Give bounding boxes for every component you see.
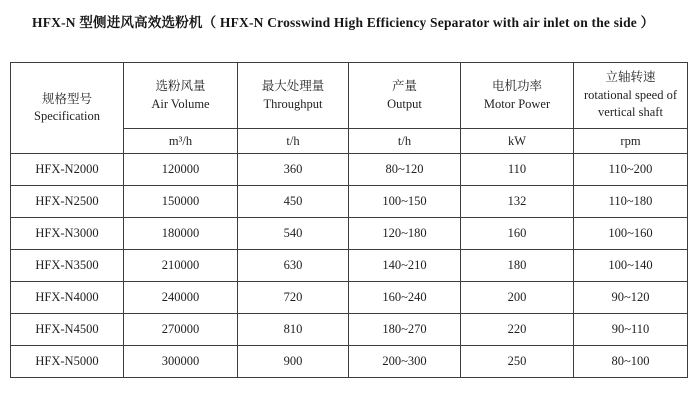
value-cell: 100~140 [574, 250, 688, 282]
value-cell: 120000 [124, 154, 238, 186]
value-cell: 240000 [124, 282, 238, 314]
col-header-en: rotational speed of vertical shaft [583, 87, 678, 120]
col-header-cn: 规格型号 [41, 91, 92, 106]
model-cell: HFX-N3000 [11, 218, 124, 250]
col-header-throughput [238, 63, 349, 129]
model-cell: HFX-N2000 [11, 154, 124, 186]
value-cell: 810 [238, 314, 349, 346]
table-row [11, 314, 688, 346]
value-cell: 140~210 [349, 250, 461, 282]
page-title: HFX-N 型侧进风高效选粉机（ HFX-N Crosswind High Efficiency Separator with air inlet on the side ） [32, 15, 655, 30]
value-cell: 300000 [124, 346, 238, 378]
unit-cell-rotational-speed: rpm [574, 129, 688, 154]
value-cell: 540 [238, 218, 349, 250]
value-cell: 210000 [124, 250, 238, 282]
value-cell: 220 [461, 314, 574, 346]
table-header [11, 63, 688, 154]
header-row-labels [11, 63, 688, 129]
value-cell: 720 [238, 282, 349, 314]
model-cell: HFX-N3500 [11, 250, 124, 282]
unit-cell-air-volume: m³/h [124, 129, 238, 154]
value-cell: 900 [238, 346, 349, 378]
value-cell: 90~110 [574, 314, 688, 346]
value-cell: 120~180 [349, 218, 461, 250]
value-cell: 90~120 [574, 282, 688, 314]
col-header-en: Motor Power [483, 96, 551, 111]
value-cell: 150000 [124, 186, 238, 218]
model-cell: HFX-N4000 [11, 282, 124, 314]
col-header-cn: 选粉风量 [155, 79, 206, 93]
value-cell: 110~180 [574, 186, 688, 218]
value-cell: 180 [461, 250, 574, 282]
col-header-cn: 产量 [391, 79, 417, 93]
value-cell: 630 [238, 250, 349, 282]
value-cell: 80~120 [349, 154, 461, 186]
col-header-cn: 最大处理量 [261, 79, 325, 93]
col-header-motor-power [461, 63, 574, 129]
value-cell: 160 [461, 218, 574, 250]
unit-cell-motor-power: kW [461, 129, 574, 154]
table-body [11, 154, 688, 378]
col-header-air-volume [124, 63, 238, 129]
specification-table [10, 62, 688, 378]
model-cell: HFX-N5000 [11, 346, 124, 378]
value-cell: 110 [461, 154, 574, 186]
value-cell: 80~100 [574, 346, 688, 378]
table-row [11, 346, 688, 378]
value-cell: 200 [461, 282, 574, 314]
unit-cell-throughput: t/h [238, 129, 349, 154]
value-cell: 160~240 [349, 282, 461, 314]
col-header-cn: 电机功率 [491, 79, 542, 93]
value-cell: 100~150 [349, 186, 461, 218]
value-cell: 100~160 [574, 218, 688, 250]
value-cell: 110~200 [574, 154, 688, 186]
col-header-en: Specification [34, 109, 100, 123]
table-row [11, 250, 688, 282]
value-cell: 270000 [124, 314, 238, 346]
value-cell: 180~270 [349, 314, 461, 346]
value-cell: 360 [238, 154, 349, 186]
col-header-en: Output [387, 96, 422, 111]
table-row [11, 186, 688, 218]
col-header-en: Air Volume [151, 96, 210, 111]
col-header-en: Throughput [263, 96, 323, 111]
value-cell: 250 [461, 346, 574, 378]
table-row [11, 282, 688, 314]
unit-cell-output: t/h [349, 129, 461, 154]
col-header-output [349, 63, 461, 129]
value-cell: 450 [238, 186, 349, 218]
table-row [11, 154, 688, 186]
model-cell: HFX-N4500 [11, 314, 124, 346]
value-cell: 200~300 [349, 346, 461, 378]
value-cell: 180000 [124, 218, 238, 250]
model-cell: HFX-N2500 [11, 186, 124, 218]
col-header-rotational-speed [574, 63, 688, 129]
table-row [11, 218, 688, 250]
value-cell: 132 [461, 186, 574, 218]
col-header-specification [11, 63, 124, 154]
col-header-cn: 立轴转速 [605, 70, 656, 85]
